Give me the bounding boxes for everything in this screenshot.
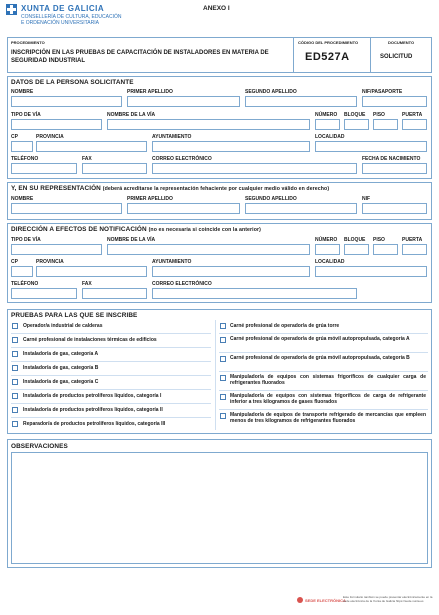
correo-field[interactable] — [152, 163, 357, 174]
test-option-label: Instalador/a de gas, categoría A — [23, 351, 99, 357]
nombre-field[interactable] — [11, 96, 122, 107]
test-checkbox[interactable] — [12, 393, 18, 399]
test-checkbox[interactable] — [220, 337, 226, 343]
representation-title-text: Y, EN SU REPRESENTACIÓN — [11, 185, 101, 192]
bloque-label: BLOQUE — [344, 112, 366, 118]
rep-nif-field[interactable] — [362, 203, 427, 214]
applicant-title: DATOS DE LA PERSONA SOLICITANTE — [11, 79, 134, 86]
localidad-label: LOCALIDAD — [315, 134, 345, 140]
procedure-code: ED527A — [305, 51, 350, 63]
not-ayuntamiento-label: AYUNTAMIENTO — [152, 259, 192, 265]
fax-label: FAX — [82, 156, 92, 162]
not-bloque-label: BLOQUE — [344, 237, 366, 243]
ayuntamiento-field[interactable] — [152, 141, 310, 152]
sede-label: SEDE ELECTRÓNICA — [305, 598, 346, 603]
test-option-label: Carné profesional de operador/a de grúa móvil autopropulsada, categoría B — [230, 355, 410, 361]
correo-label: CORREO ELECTRÓNICO — [152, 156, 212, 162]
not-telefono-label: TELÉFONO — [11, 281, 39, 287]
test-option-row[interactable] — [219, 371, 428, 391]
test-checkbox[interactable] — [12, 421, 18, 427]
procedure-label: PROCEDIMIENTO — [11, 40, 45, 45]
test-option-row[interactable] — [11, 403, 211, 418]
primer-apellido-field[interactable] — [127, 96, 240, 107]
not-cp-field[interactable] — [11, 266, 33, 277]
nif-label: NIF/PASAPORTE — [362, 89, 403, 95]
code-label: CÓDIGO DEL PROCEDIMIENTO — [298, 40, 359, 45]
footer-note: Este formulario también se puede presentar electrónicamente en la sede electrónica de la Xunta de Galicia https://sede.xunta.es — [343, 595, 433, 603]
tipo-via-label: TIPO DE VÍA — [11, 112, 41, 118]
test-option-label: Instalador/a de gas, categoría C — [23, 379, 99, 385]
procedure-divider-2 — [370, 37, 371, 73]
test-checkbox[interactable] — [12, 323, 18, 329]
test-checkbox[interactable] — [12, 379, 18, 385]
notification-note: (no es necesaria si coincide con la anterior) — [148, 227, 261, 233]
not-puerta-label: PUERTA — [402, 237, 423, 243]
telefono-label: TELÉFONO — [11, 156, 39, 162]
cp-field[interactable] — [11, 141, 33, 152]
cp-label: CP — [11, 134, 18, 140]
piso-field[interactable] — [373, 119, 398, 130]
doc-label: DOCUMENTO — [388, 40, 415, 45]
fecha-nacimiento-field[interactable] — [362, 163, 427, 174]
rep-primer-apellido-field[interactable] — [127, 203, 240, 214]
rep-nombre-field[interactable] — [11, 203, 122, 214]
puerta-field[interactable] — [402, 119, 427, 130]
nif-field[interactable] — [362, 96, 427, 107]
test-checkbox[interactable] — [220, 375, 226, 381]
procedure-divider-1 — [293, 37, 294, 73]
not-nombre-via-label: NOMBRE DE LA VÍA — [107, 237, 156, 243]
test-option-row[interactable] — [219, 390, 428, 410]
test-option-label: Manipulador/a de equipos con sistemas frigoríficos de carga de refrigerante inferior a tres kilogramos de gases fluorados — [230, 393, 426, 405]
bloque-field[interactable] — [344, 119, 369, 130]
test-option-label: Instalador/a de productos petrolíferos líquidos, categoría I — [23, 393, 162, 399]
not-fax-label: FAX — [82, 281, 92, 287]
test-option-label: Manipulador/a de equipos de transporte refrigerado de mercancías que empleen menos de tres kilogramos de refrigerantes fluorados — [230, 412, 426, 424]
nombre-via-field[interactable] — [107, 119, 310, 130]
nombre-label: NOMBRE — [11, 89, 34, 95]
xunta-logo-icon — [6, 4, 17, 15]
not-piso-field[interactable] — [373, 244, 398, 255]
tests-column-divider — [215, 320, 216, 430]
segundo-apellido-label: SEGUNDO APELLIDO — [245, 89, 297, 95]
telefono-field[interactable] — [11, 163, 77, 174]
test-option-row[interactable] — [11, 417, 211, 430]
rep-nif-label: NIF — [362, 196, 371, 202]
test-option-row[interactable] — [11, 361, 211, 376]
test-option-label: Carné profesional de operador/a de grúa torre — [230, 323, 340, 329]
not-puerta-field[interactable] — [402, 244, 427, 255]
notification-title-text: DIRECCIÓN A EFECTOS DE NOTIFICACIÓN — [11, 226, 147, 233]
segundo-apellido-field[interactable] — [245, 96, 357, 107]
test-option-label: Instalador/a de gas, categoría B — [23, 365, 99, 371]
ayuntamiento-label: AYUNTAMIENTO — [152, 134, 192, 140]
sede-electronica-icon — [297, 597, 303, 603]
not-tipo-via-label: TIPO DE VÍA — [11, 237, 41, 243]
not-fax-field[interactable] — [82, 288, 147, 299]
doc-value: SOLICITUD — [380, 54, 413, 60]
numero-label: NÚMERO — [315, 112, 338, 118]
not-nombre-via-field[interactable] — [107, 244, 310, 255]
rep-segundo-apellido-label: SEGUNDO APELLIDO — [245, 196, 297, 202]
primer-apellido-label: PRIMER APELLIDO — [127, 89, 173, 95]
test-checkbox[interactable] — [220, 394, 226, 400]
tests-left-list — [11, 320, 211, 430]
test-option-label: Carné profesional de operador/a de grúa móvil autopropulsada, categoría A — [230, 336, 410, 342]
not-telefono-field[interactable] — [11, 288, 77, 299]
not-bloque-field[interactable] — [344, 244, 369, 255]
test-checkbox[interactable] — [12, 337, 18, 343]
test-option-row[interactable] — [219, 333, 428, 353]
not-provincia-field[interactable] — [36, 266, 147, 277]
rep-nombre-label: NOMBRE — [11, 196, 34, 202]
test-option-row[interactable] — [219, 320, 428, 334]
observations-textarea[interactable] — [11, 452, 428, 564]
not-ayuntamiento-field[interactable] — [152, 266, 310, 277]
test-option-row[interactable] — [11, 375, 211, 390]
test-option-row[interactable] — [11, 333, 211, 348]
test-option-row[interactable] — [11, 389, 211, 404]
not-piso-label: PISO — [373, 237, 385, 243]
test-option-label: Manipulador/a de equipos con sistemas frigoríficos de cualquier carga de refrigerantes fluorados — [230, 374, 426, 386]
tests-right-list — [219, 320, 428, 430]
not-localidad-field[interactable] — [315, 266, 427, 277]
test-checkbox[interactable] — [220, 413, 226, 419]
test-option-row[interactable] — [219, 409, 428, 430]
not-numero-label: NÚMERO — [315, 237, 338, 243]
not-numero-field[interactable] — [315, 244, 340, 255]
observations-title: OBSERVACIONES — [11, 443, 68, 450]
representation-note: (deberá acreditarse la representación fehaciente por cualquier medio válido en derecho) — [102, 186, 330, 192]
representation-title — [11, 185, 329, 192]
logo-name: XUNTA DE GALICIA — [21, 4, 105, 13]
piso-label: PISO — [373, 112, 385, 118]
procedure-title: INSCRIPCIÓN EN LAS PRUEBAS DE CAPACITACIÓN DE INSTALADORES EN MATERIA DE SEGURIDAD INDUSTRIAL — [11, 50, 269, 64]
logo-subtitle-1: CONSELLERÍA DE CULTURA, EDUCACIÓN — [21, 14, 122, 20]
notification-title — [11, 226, 261, 233]
nombre-via-label: NOMBRE DE LA VÍA — [107, 112, 156, 118]
not-provincia-label: PROVINCIA — [36, 259, 64, 265]
provincia-field[interactable] — [36, 141, 147, 152]
not-tipo-via-field[interactable] — [11, 244, 102, 255]
fecha-nacimiento-label: FECHA DE NACIMIENTO — [362, 156, 421, 162]
provincia-label: PROVINCIA — [36, 134, 64, 140]
test-option-label: Instalador/a de productos petrolíferos líquidos, categoría II — [23, 407, 163, 413]
test-checkbox[interactable] — [12, 365, 18, 371]
test-option-row[interactable] — [11, 320, 211, 334]
not-correo-label: CORREO ELECTRÓNICO — [152, 281, 212, 287]
not-cp-label: CP — [11, 259, 18, 265]
test-checkbox[interactable] — [220, 323, 226, 329]
header — [0, 0, 439, 36]
numero-field[interactable] — [315, 119, 340, 130]
test-checkbox[interactable] — [12, 351, 18, 357]
not-localidad-label: LOCALIDAD — [315, 259, 345, 265]
test-checkbox[interactable] — [12, 407, 18, 413]
test-option-label: Reparador/a de productos petrolíferos líquidos, categoría III — [23, 421, 166, 427]
fax-field[interactable] — [82, 163, 147, 174]
test-checkbox[interactable] — [220, 356, 226, 362]
tests-title: PRUEBAS PARA LAS QUE SE INSCRIBE — [11, 312, 138, 319]
tipo-via-field[interactable] — [11, 119, 102, 130]
test-option-label: Operador/a industrial de calderas — [23, 323, 103, 329]
not-correo-field[interactable] — [152, 288, 357, 299]
localidad-field[interactable] — [315, 141, 427, 152]
test-option-row[interactable] — [11, 347, 211, 362]
test-option-label: Carné profesional de instalaciones térmicas de edificios — [23, 337, 157, 343]
test-option-row[interactable] — [219, 352, 428, 372]
puerta-label: PUERTA — [402, 112, 423, 118]
rep-primer-apellido-label: PRIMER APELLIDO — [127, 196, 173, 202]
logo-subtitle-2: E ORDENACIÓN UNIVERSITARIA — [21, 20, 99, 26]
rep-segundo-apellido-field[interactable] — [245, 203, 357, 214]
annex-label: ANEXO I — [203, 5, 230, 12]
